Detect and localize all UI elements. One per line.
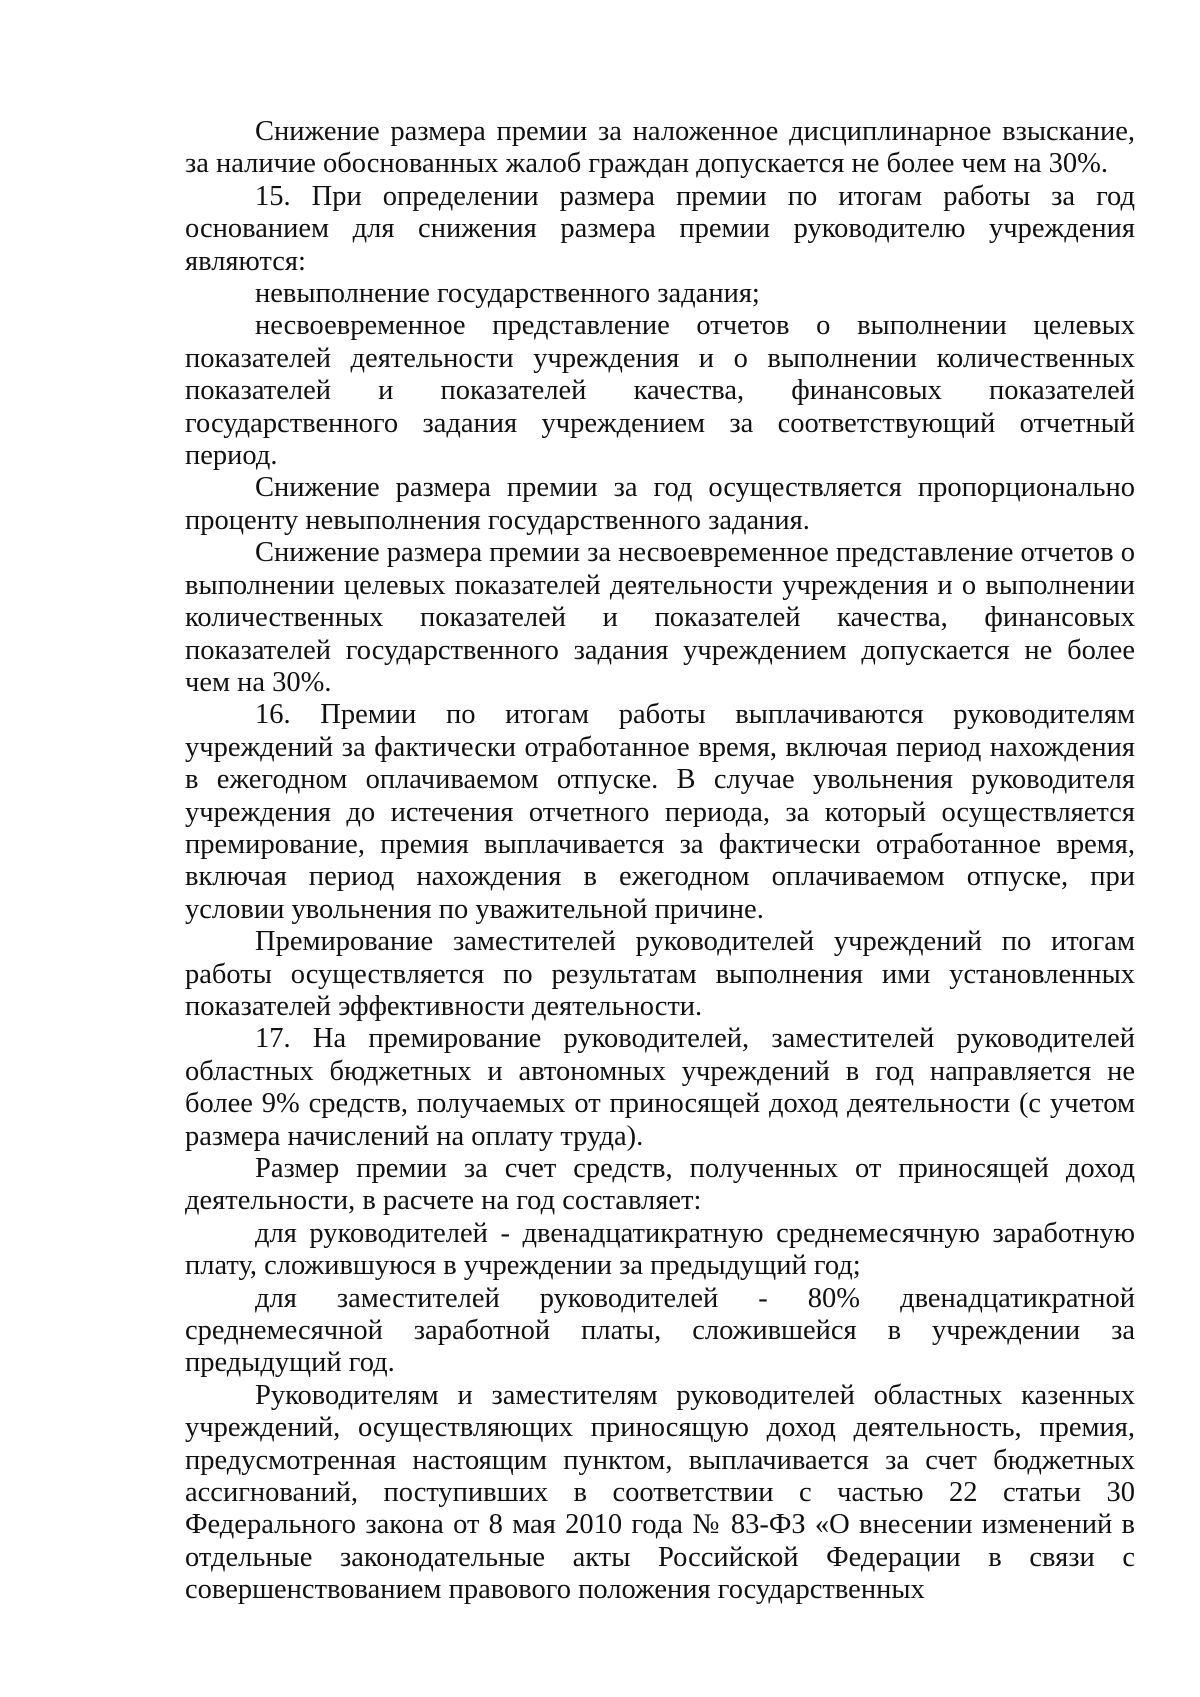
paragraph-late-reports: несвоевременное представление отчетов о выполнении целевых показателей деятельности учреждения и о выполнении количественных показателей и показателей качества, финансовых показателей государственного задания учреждением за соответствующий отчетный период. <box>185 310 1135 472</box>
paragraph-deputies-bonus: Премирование заместителей руководителей учреждений по итогам работы осуществляется по результатам выполнения ими установленных показателей эффективности деятельности. <box>185 926 1135 1022</box>
paragraph-discipline-reduction: Снижение размера премии за наложенное дисциплинарное взыскание, за наличие обоснованных жалоб граждан допускается не более чем на 30%. <box>185 116 1135 180</box>
paragraph-for-deputies: для заместителей руководителей - 80% двенадцатикратной среднемесячной заработной платы, сложившейся в учреждении за предыдущий год. <box>185 1282 1135 1379</box>
paragraph-bonus-size: Размер премии за счет средств, полученных от приносящей доход деятельности, в расчете на год составляет: <box>185 1153 1135 1217</box>
paragraph-proportional-reduction: Снижение размера премии за год осуществляется пропорционально проценту невыполнения государственного задания. <box>185 472 1135 536</box>
paragraph-failure-state-task: невыполнение государственного задания; <box>255 278 760 310</box>
paragraph-item-17: 17. На премирование руководителей, заместителей руководителей областных бюджетных и автономных учреждений в год направляется не более 9% средств, получаемых от приносящей доход деятельности (с учетом размера начислений на оплату труда). <box>185 1023 1135 1152</box>
paragraph-item-15: 15. При определении размера премии по итогам работы за год основанием для снижения размера премии руководителю учреждения являются: <box>185 180 1135 277</box>
paragraph-item-16: 16. Премии по итогам работы выплачиваются руководителям учреждений за фактически отработанное время, включая период нахождения в ежегодном оплачиваемом отпуске. В случае увольнения руководителя учреждения до истечения отчетного периода, за который осуществляется премирование, премия выплачивается за фактически отработанное время, включая период нахождения в ежегодном оплачиваемом отпуске, при условии увольнения по уважительной причине. <box>185 699 1135 925</box>
paragraph-state-institutions: Руководителям и заместителям руководителей областных казенных учреждений, осуществляющих приносящую доход деятельность, премия, предусмотренная настоящим пунктом, выплачивается за счет бюджетных ассигнований, поступивших в соответствии с частью 22 статьи 30 Федерального закона от 8 мая 2010 года № 83-ФЗ «О внесении изменений в отдельные законодательные акты Российской Федерации в связи с совершенствованием правового положения государственных <box>185 1379 1135 1606</box>
paragraph-for-heads: для руководителей - двенадцатикратную среднемесячную заработную плату, сложившуюся в учреждении за предыдущий год; <box>185 1217 1135 1282</box>
paragraph-late-reports-reduction: Снижение размера премии за несвоевременное представление отчетов о выполнении целевых показателей деятельности учреждения и о выполнении количественных показателей и показателей качества, финансовых показателей государственного задания учреждением допускается не более чем на 30%. <box>185 537 1135 698</box>
document-page <box>185 116 1135 1607</box>
